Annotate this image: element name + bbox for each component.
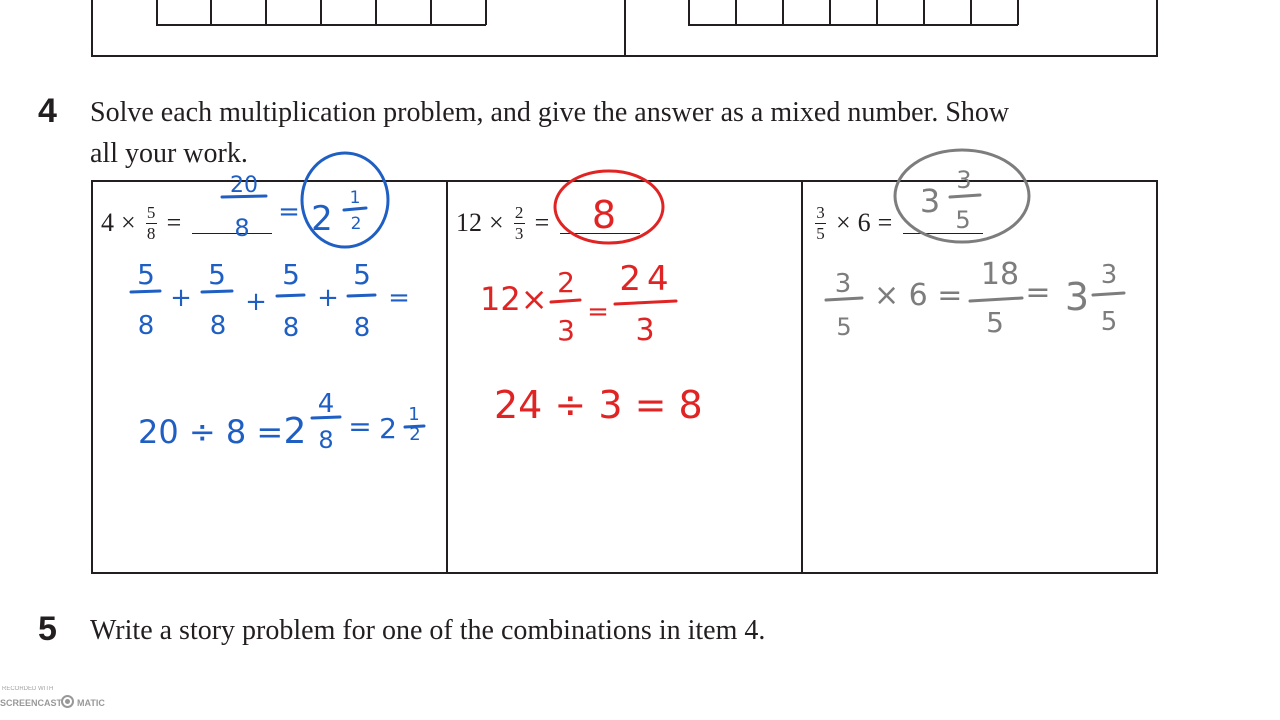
times-sign: × xyxy=(836,208,851,238)
watermark-top: RECORDED WITH xyxy=(2,686,54,692)
col3-line1-den: 5 xyxy=(836,313,852,341)
col1-handwriting xyxy=(137,173,421,454)
denominator: 8 xyxy=(146,224,156,244)
division-whole-1: 2 xyxy=(283,411,307,452)
term-num: 5 xyxy=(282,258,300,291)
col3-line1-num: 3 xyxy=(834,269,852,299)
term-num: 5 xyxy=(137,258,155,291)
division-eq: = xyxy=(348,410,372,443)
col1-answer-num: 20 xyxy=(230,173,258,198)
term-num: 5 xyxy=(208,258,226,291)
col3-line1-whole: 3 xyxy=(1064,275,1090,319)
question-4-number: 4 xyxy=(38,92,57,130)
col1-answer-den: 8 xyxy=(234,214,250,242)
col3-line1-fden: 5 xyxy=(1100,307,1118,337)
col3-answer-whole: 3 xyxy=(919,182,941,220)
numerator: 5 xyxy=(146,203,156,222)
col2-handwriting xyxy=(480,193,703,427)
col1-answer-eq: = xyxy=(278,197,300,227)
denominator: 5 xyxy=(816,224,825,244)
term-num: 5 xyxy=(353,258,371,291)
numerator: 3 xyxy=(816,203,825,222)
col3-handwriting xyxy=(835,166,1118,341)
watermark-right: MATIC xyxy=(77,698,105,708)
times-sign: × xyxy=(121,208,136,238)
division-fden-1: 8 xyxy=(318,426,334,454)
col3-answer-den: 5 xyxy=(955,206,971,234)
question-4-line-2: all your work. xyxy=(90,138,248,169)
equals-sign: = xyxy=(877,208,893,238)
plus-sign: + xyxy=(317,283,339,313)
division-fnum-1: 4 xyxy=(317,389,335,419)
problem-3-whole: 6 xyxy=(857,208,871,238)
division-fden-2: 2 xyxy=(409,424,421,445)
division-fnum-2: 1 xyxy=(408,404,420,425)
term-den: 8 xyxy=(137,311,155,341)
col3-answer-num: 3 xyxy=(956,166,972,194)
col3-line1-times: × 6 = xyxy=(874,278,963,313)
col2-line1-rnum: 24 xyxy=(619,259,675,299)
col2-line1-rden: 3 xyxy=(635,313,655,348)
problem-2-whole: 12 xyxy=(456,208,482,238)
col2-line1-eq: = xyxy=(587,297,609,327)
question-5-text: Write a story problem for one of the combinations in item 4. xyxy=(90,615,766,646)
col3-line1-fnum: 3 xyxy=(1100,260,1118,290)
question-5-number: 5 xyxy=(38,610,57,648)
term-den: 8 xyxy=(353,313,371,343)
question-4-line-1: Solve each multiplication problem, and give the answer as a mixed number. Show xyxy=(90,97,1010,128)
col1-answer-fden: 2 xyxy=(350,214,362,234)
equals-sign: = xyxy=(388,283,410,313)
col2-line1-den: 3 xyxy=(557,314,575,347)
col2-line1-num: 2 xyxy=(557,266,575,299)
equals-sign: = xyxy=(166,208,182,238)
term-den: 8 xyxy=(209,311,227,341)
plus-sign: + xyxy=(170,283,192,313)
times-sign: × xyxy=(489,208,504,238)
screencast-logo-icon xyxy=(61,695,74,708)
equals-sign: = xyxy=(534,208,550,238)
col1-answer-fnum: 1 xyxy=(349,188,361,208)
col1-answer-whole: 2 xyxy=(311,199,333,239)
term-den: 8 xyxy=(282,313,300,343)
col3-line1-rnum: 18 xyxy=(980,257,1020,292)
problem-1-whole: 4 xyxy=(101,208,114,238)
col3-line1-eq: = xyxy=(1025,275,1051,310)
numerator: 2 xyxy=(514,203,524,222)
col2-answer: 8 xyxy=(591,193,617,237)
col2-line1-start: 12× xyxy=(480,280,548,318)
division-whole-2: 2 xyxy=(379,412,397,445)
division-expr: 20 ÷ 8 = xyxy=(138,413,284,451)
plus-sign: + xyxy=(245,287,267,317)
screencast-watermark xyxy=(0,686,115,716)
denominator: 3 xyxy=(514,224,524,244)
col2-line2: 24 ÷ 3 = 8 xyxy=(494,383,703,427)
watermark-left: SCREENCAST xyxy=(0,698,63,708)
col3-line1-rden: 5 xyxy=(986,306,1004,339)
